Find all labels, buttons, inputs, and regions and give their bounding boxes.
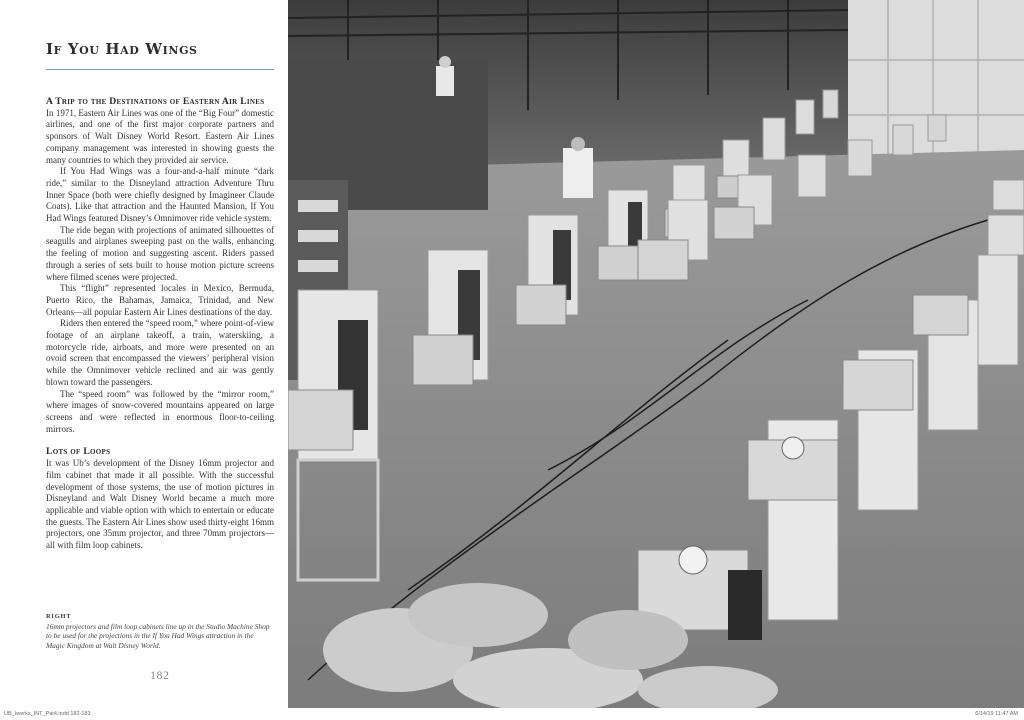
paragraph: In 1971, Eastern Air Lines was one of the “Big Four” domestic airlines, and one of the first major corporate partners and sponsors of Walt Disney World Resort. Eastern Air Lines company management was interested in showing guests the many countries to which they provided air service. <box>46 107 274 165</box>
left-page <box>0 0 288 708</box>
body-text <box>46 96 274 552</box>
paragraph: If You Had Wings was a four-and-a-half minute “dark ride,” similar to the Disneyland attraction Adventure Thru Inner Space (both were chiefly designed by Imagineer Claude Coats). Like that attraction and the Haunted Mansion, If You Had Wings featured Disney’s Omnimover ride vehicle system. <box>46 166 274 224</box>
page-number: 182 <box>150 668 170 682</box>
footer-file-info: UB_Iwerks_INT_Pat4.indd 182-183 <box>4 711 91 717</box>
chapter-title: If You Had Wings <box>46 40 198 58</box>
paragraph: It was Ub’s development of the Disney 16mm projector and film cabinet that made it all possible. With the successful development of those systems, the use of motion pictures in Disneyland and Walt Disney World became a much more applicable and viable option with which to entertain or educate the guests. The Eastern Air Lines show used thirty-eight 16mm projectors, one 35mm projector, and three 70mm projectors—all with film loop cabinets. <box>46 458 274 551</box>
caption-label: RIGHT <box>46 613 72 620</box>
photo-caption <box>46 612 274 650</box>
paragraph: The ride began with projections of animated silhouettes of seagulls and airplanes sweeping past on the walls, enhancing the feeling of motion and suggesting ascent. Riders passed through a series of sets built to house motion picture screens where filmed scenes were projected. <box>46 224 274 282</box>
section-heading-trip: A Trip to the Destinations of Eastern Air Lines <box>46 96 265 107</box>
paragraph: This “flight” represented locales in Mexico, Bermuda, Puerto Rico, the Bahamas, Jamaica, Trinidad, and New Orleans—all popular Eastern Air Lines destinations of the day. <box>46 283 274 317</box>
print-footer <box>0 708 1024 720</box>
machine-shop-photo <box>288 0 1024 708</box>
section-heading-loops: Lots of Loops <box>46 446 111 458</box>
paragraph: Riders then entered the “speed room,” where point-of-view footage of an airplane takeoff, a train, waterskiing, a motorcycle ride, airboats, and more were presented on an ovoid screen that encompassed the viewers’ peripheral vision while the Omnimover vehicle reclined and air was gently blown toward the passengers. <box>46 318 274 387</box>
title-rule <box>46 69 274 70</box>
caption-text: 16mm projectors and film loop cabinets line up in the Studio Machine Shop to be used for the projections in the If You Had Wings attraction in the Magic Kingdom at Walt Disney World. <box>46 621 270 650</box>
footer-timestamp: 6/14/19 11:47 AM <box>975 711 1018 717</box>
paragraph: The “speed room” was followed by the “mirror room,” where images of snow-covered mountains appeared on large screens and were reflected in enormous floor-to-ceiling mirrors. <box>46 388 274 434</box>
